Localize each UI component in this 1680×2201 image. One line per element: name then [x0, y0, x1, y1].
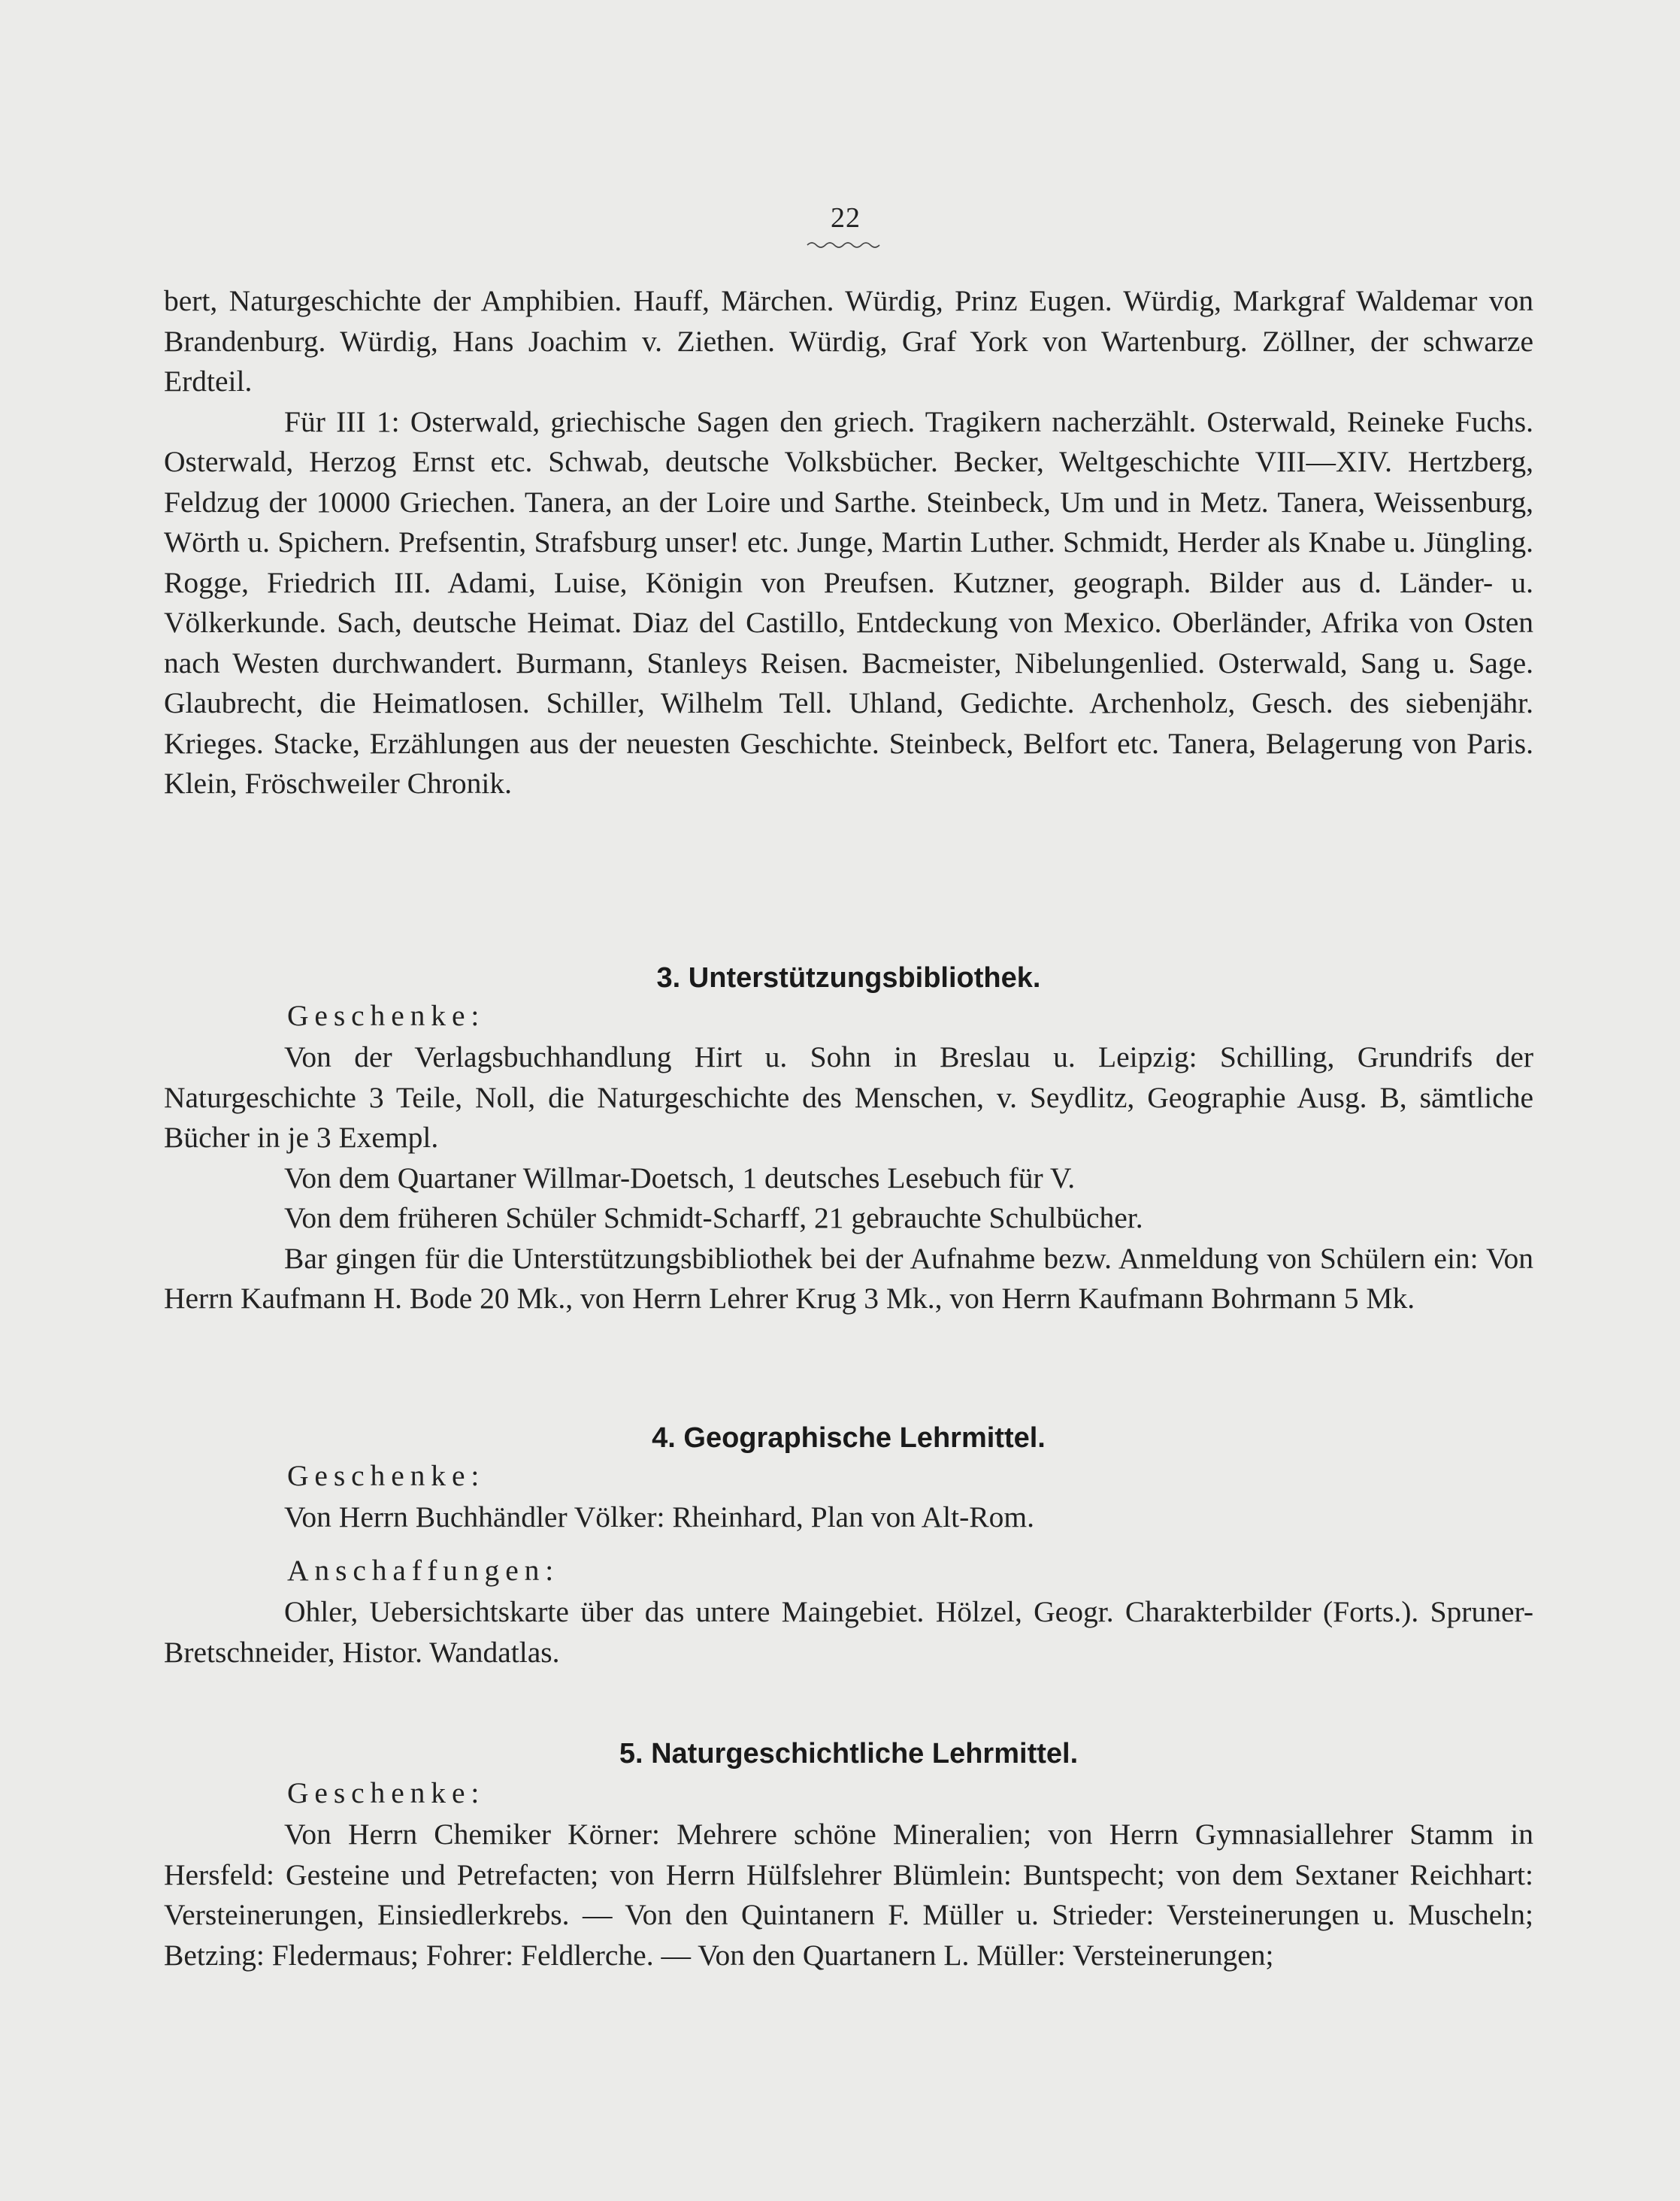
- section-3-body: [164, 1037, 1533, 1319]
- section-4-heading: 4. Geographische Lehrmittel.: [652, 1422, 1046, 1454]
- section-4-gifts-label: Geschenke:: [287, 1459, 486, 1492]
- section-5-heading: 5. Naturgeschichtliche Lehrmittel.: [619, 1738, 1079, 1770]
- section-4-gifts-body: [164, 1497, 1533, 1538]
- book-list-paragraph-1: bert, Naturgeschichte der Amphibien. Hauff, Märchen. Würdig, Prinz Eugen. Würdig, Markgraf Waldemar von Brandenburg. Würdig, Hans Joachim v. Ziethen. Würdig, Graf York von Wartenburg. Zöllner, der schwarze Erdteil.: [164, 284, 1533, 398]
- section-4-purchases-paragraph: Ohler, Uebersichtskarte über das untere Maingebiet. Hölzel, Geogr. Charakterbilder (Forts.). Spruner-Bretschneider, Histor. Wandatlas.: [164, 1595, 1533, 1669]
- section-3-paragraph: Bar gingen für die Unterstützungsbibliothek bei der Aufnahme bezw. Anmeldung von Schülern ein: Von Herrn Kaufmann H. Bode 20 Mk., von Herrn Lehrer Krug 3 Mk., von Herrn Kaufmann Bohrmann 5 Mk.: [164, 1241, 1533, 1315]
- section-4-gifts-paragraph: Von Herrn Buchhändler Völker: Rheinhard, Plan von Alt-Rom.: [284, 1500, 1034, 1533]
- section-5-paragraph: Von Herrn Chemiker Körner: Mehrere schöne Mineralien; von Herrn Gymnasiallehrer Stamm in Hersfeld: Gesteine und Petrefacten; von Herrn Hülfslehrer Blümlein: Buntspecht; von dem Sextaner Reichhart: Versteinerungen, Einsiedlerkrebs. — Von den Quintanern F. Müller u. Strieder: Versteinerungen u. Muscheln; Betzing: Fledermaus; Fohrer: Feldlerche. — Von den Quartanern L. Müller: Versteinerungen;: [164, 1818, 1533, 1972]
- section-5-gifts-label: Geschenke:: [287, 1776, 486, 1809]
- page-number: 22: [831, 202, 861, 234]
- section-4-purchases-body: [164, 1592, 1533, 1673]
- book-list-continuation: [164, 281, 1533, 804]
- page-number-ornament: [806, 241, 884, 250]
- section-4-purchases-label: Anschaffungen:: [287, 1554, 560, 1587]
- section-3-paragraph: Von dem Quartaner Willmar-Doetsch, 1 deutsches Lesebuch für V.: [284, 1161, 1076, 1194]
- section-3-paragraph: Von dem früheren Schüler Schmidt-Scharff, 21 gebrauchte Schulbücher.: [284, 1201, 1143, 1234]
- section-3-gifts-label: Geschenke:: [287, 999, 486, 1032]
- section-3-heading: 3. Unterstützungsbibliothek.: [656, 962, 1041, 994]
- section-5-body: [164, 1815, 1533, 1975]
- section-3-paragraph: Von der Verlagsbuchhandlung Hirt u. Sohn in Breslau u. Leipzig: Schilling, Grundrifs der Naturgeschichte 3 Teile, Noll, die Naturgeschichte des Menschen, v. Seydlitz, Geographie Ausg. B, sämtliche Bücher in je 3 Exempl.: [164, 1040, 1533, 1154]
- book-list-paragraph-2: Für III 1: Osterwald, griechische Sagen den griech. Tragikern nacherzählt. Osterwald, Reineke Fuchs. Osterwald, Herzog Ernst etc. Schwab, deutsche Volksbücher. Becker, Weltgeschichte VIII—XIV. Hertzberg, Feldzug der 10000 Griechen. Tanera, an der Loire und Sarthe. Steinbeck, Um und in Metz. Tanera, Weissenburg, Wörth u. Spichern. Prefsentin, Strafsburg unser! etc. Junge, Martin Luther. Schmidt, Herder als Knabe u. Jüngling. Rogge, Friedrich III. Adami, Luise, Königin von Preufsen. Kutzner, geograph. Bilder aus d. Länder- u. Völkerkunde. Sach, deutsche Heimat. Diaz del Castillo, Entdeckung von Mexico. Oberländer, Afrika von Osten nach Westen durchwandert. Burmann, Stanleys Reisen. Bacmeister, Nibelungenlied. Osterwald, Sang u. Sage. Glaubrecht, die Heimatlosen. Schiller, Wilhelm Tell. Uhland, Gedichte. Archenholz, Gesch. des siebenjähr. Krieges. Stacke, Erzählungen aus der neuesten Geschichte. Steinbeck, Belfort etc. Tanera, Belagerung von Paris. Klein, Fröschweiler Chronik.: [164, 404, 1533, 800]
